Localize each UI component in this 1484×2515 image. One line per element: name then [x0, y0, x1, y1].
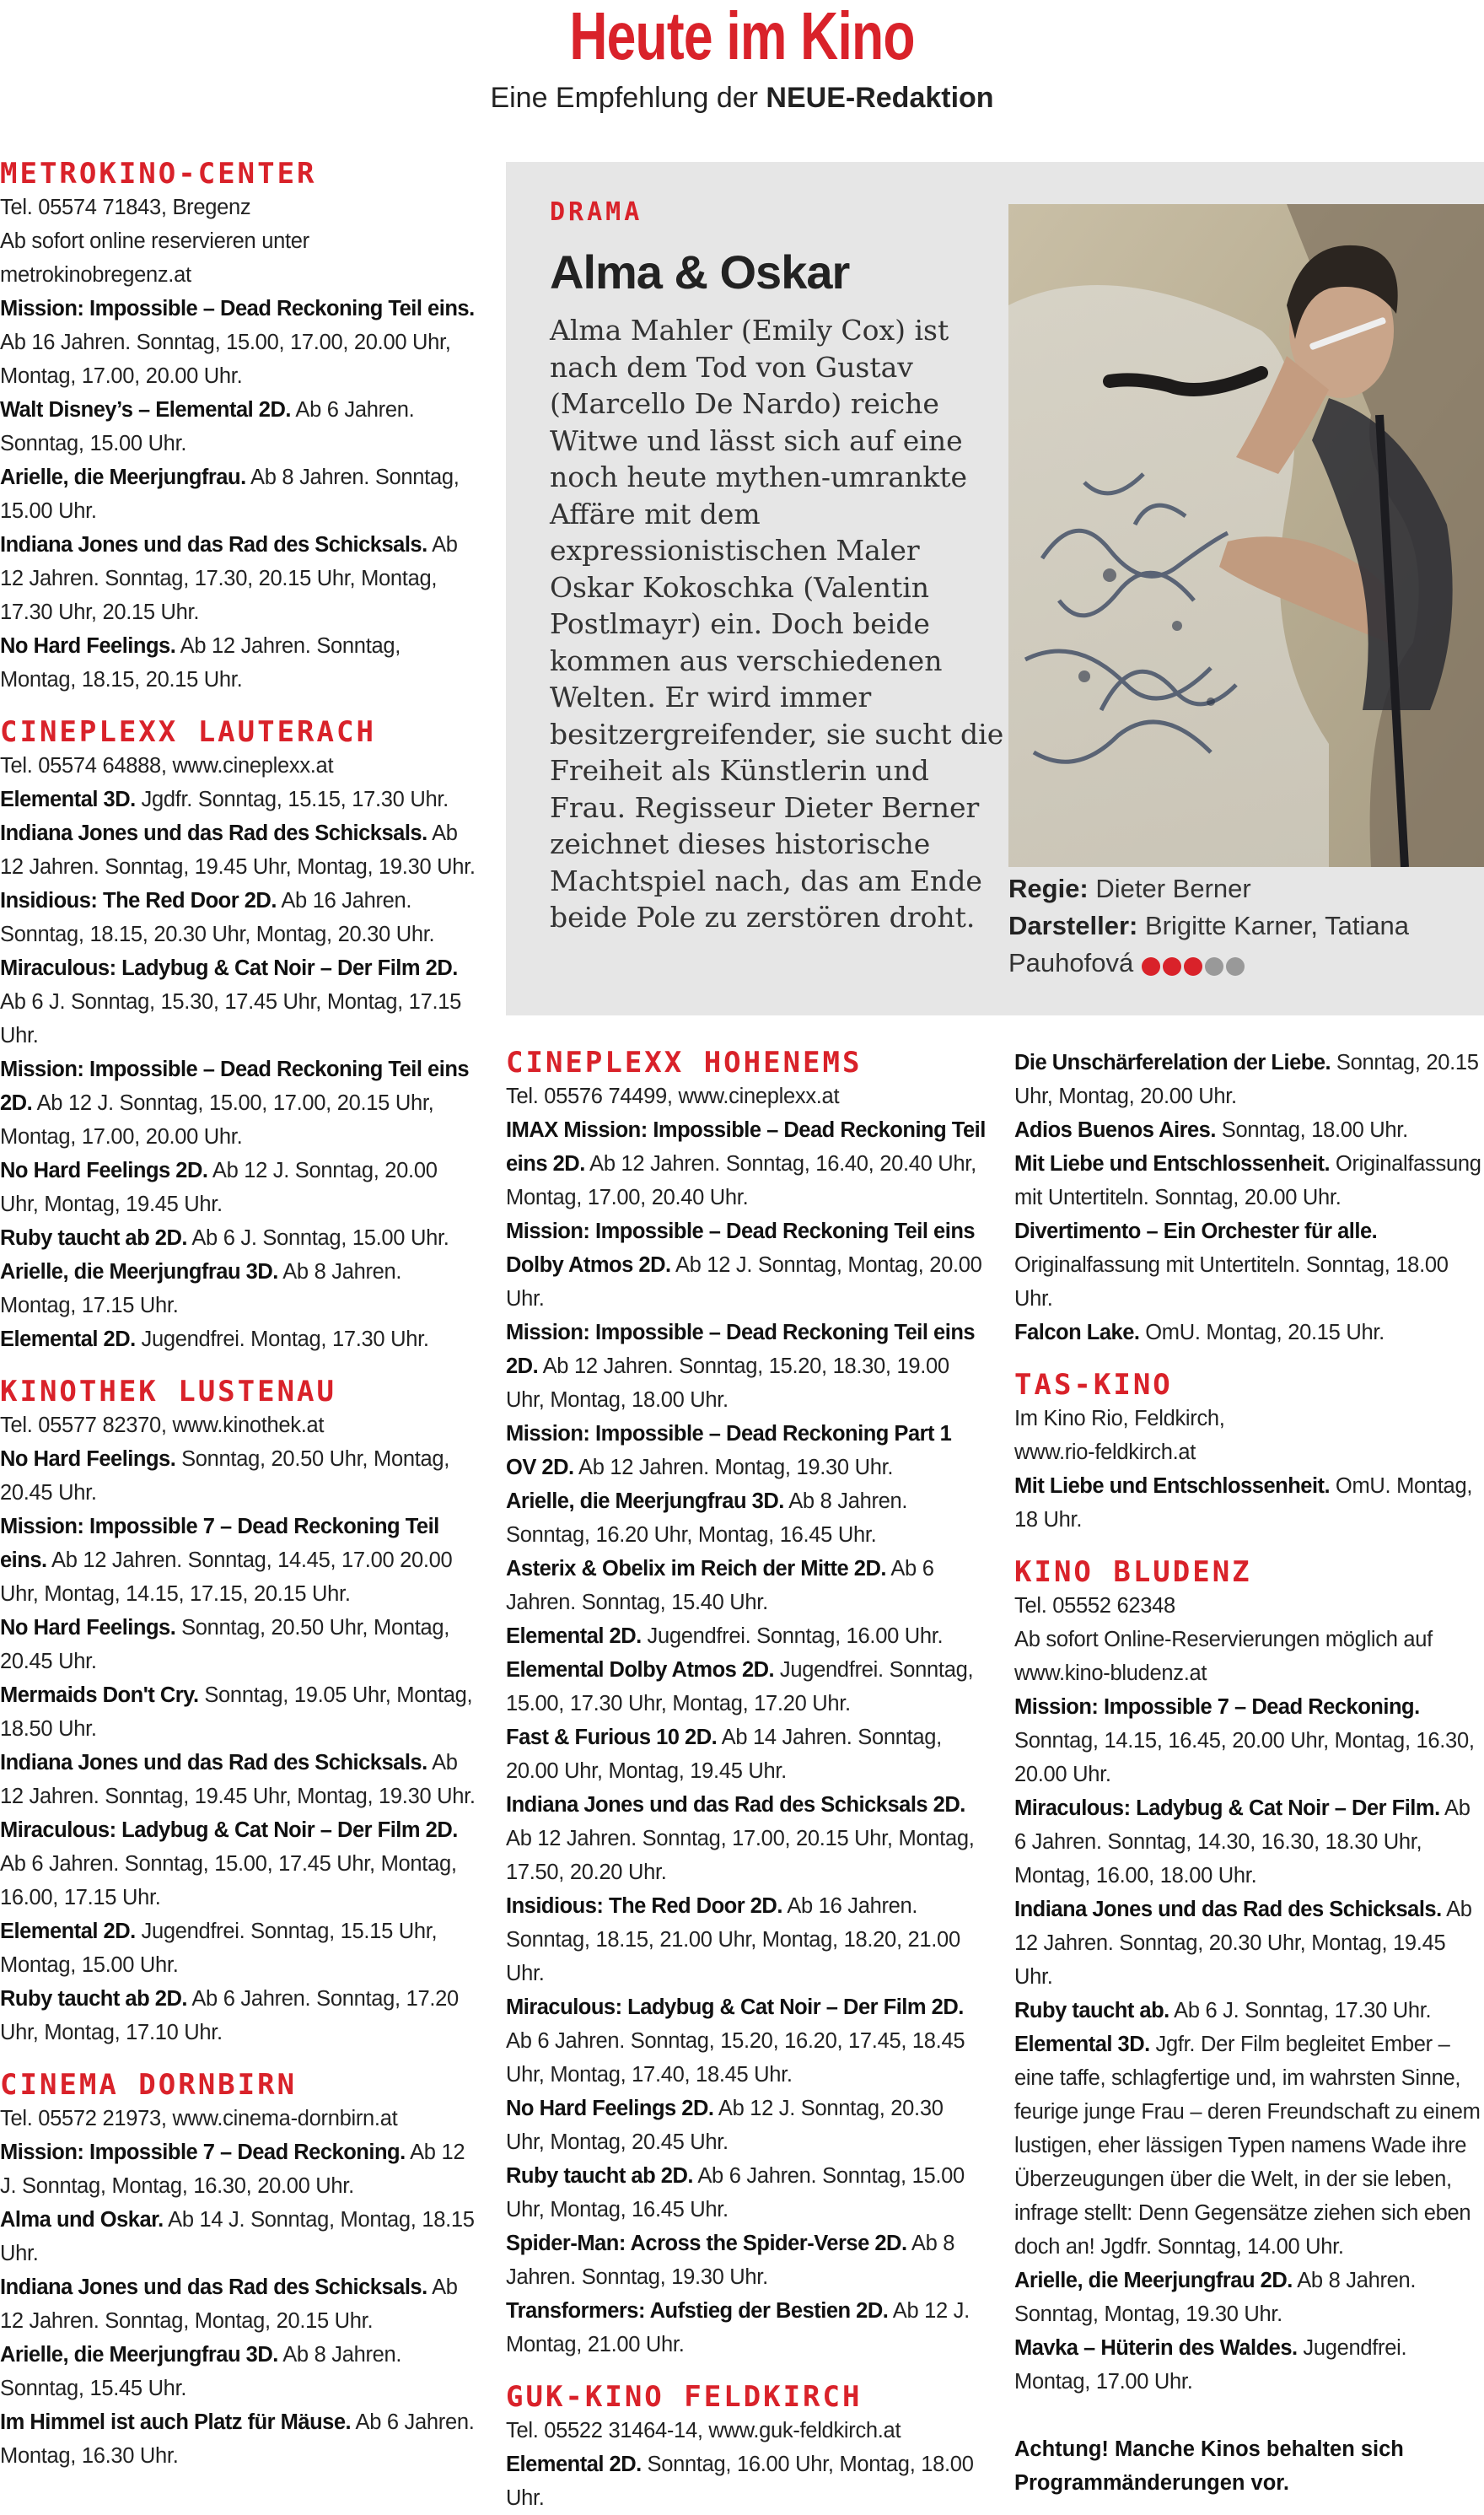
screening-entry: [1014, 1469, 1484, 1537]
screening-entry: [0, 884, 481, 951]
rating-dot-empty: [1226, 957, 1245, 976]
cinema-info: Tel. 05574 71843, Bregenz: [0, 196, 251, 219]
screening-entry: [1014, 1147, 1484, 1214]
screening-details: Ab 8 Jahren. Sonntag, 15.00 Uhr.: [0, 466, 460, 523]
screening-details: Ab 6 Jahren. Sonntag, 17.20 Uhr, Montag, 17.10 Uhr.: [0, 1987, 459, 2044]
feature-title: Alma & Oskar: [550, 245, 850, 299]
movie-title: Arielle, die Meerjungfrau.: [0, 466, 246, 489]
screening-entry: [0, 1053, 481, 1154]
screening-details: Ab 12 J. Sonntag, 20.00 Uhr, Montag, 19.45 Uhr.: [0, 1159, 438, 1216]
screening-details: Ab 16 Jahren. Sonntag, 18.15, 20.30 Uhr, Montag, 20.30 Uhr.: [0, 889, 435, 946]
screening-entry: [0, 2203, 481, 2270]
movie-title: Insidious: The Red Door 2D.: [506, 1894, 782, 1918]
screening-details: Ab 12 J. Sonntag, 15.00, 17.00, 20.15 Uhr, Montag, 17.00, 20.00 Uhr.: [0, 1091, 434, 1149]
screening-entry: [506, 2159, 987, 2227]
screening-details: Originalfassung mit Untertiteln. Sonntag, 18.00 Uhr.: [1014, 1253, 1449, 1311]
screening-entry: [0, 1611, 481, 1678]
screening-details: Ab 6 Jahren. Sonntag, 15.00 Uhr.: [0, 398, 415, 455]
movie-title: No Hard Feelings 2D.: [506, 2097, 714, 2120]
screening-entry: [1014, 2331, 1484, 2399]
screening-entry: [506, 1316, 987, 1417]
movie-title: Mission: Impossible 7 – Dead Reckoning Teil eins.: [0, 1515, 439, 1572]
movie-title: Falcon Lake.: [1014, 1321, 1140, 1344]
movie-title: Arielle, die Meerjungfrau 3D.: [0, 2343, 278, 2367]
screening-entry: [1014, 1994, 1484, 2028]
cinema-heading-cinema-dornbirn: CINEMA DORNBIRN: [0, 2068, 298, 2102]
screening-details: Jugendfrei. Sonntag, 15.15 Uhr, Montag, 15.00 Uhr.: [0, 1920, 438, 1977]
screening-entry: [1014, 1893, 1484, 1994]
page-title: Heute im Kino: [569, 0, 915, 73]
movie-title: Elemental 2D.: [0, 1328, 136, 1351]
movie-title: Elemental Dolby Atmos 2D.: [506, 1658, 775, 1682]
movie-title: Elemental 2D.: [506, 2453, 642, 2476]
screening-details: Ab 8 Jahren. Sonntag, 16.20 Uhr, Montag, 16.45 Uhr.: [506, 1489, 908, 1547]
movie-title: Indiana Jones und das Rad des Schicksals.: [1014, 1898, 1442, 1921]
movie-title: Mit Liebe und Entschlossenheit.: [1014, 1152, 1331, 1176]
movie-title: Asterix & Obelix im Reich der Mitte 2D.: [506, 1557, 886, 1581]
cinema-info: Tel. 05522 31464-14, www.guk-feldkirch.at: [506, 2419, 901, 2442]
screening-details: Ab 12 Jahren. Sonntag, 17.00, 20.15 Uhr, Montag, 17.50, 20.20 Uhr.: [506, 1827, 975, 1884]
movie-title: IMAX Mission: Impossible – Dead Reckoning Teil eins 2D.: [506, 1118, 986, 1176]
cast-label: Darsteller:: [1008, 911, 1138, 940]
cinema-heading-cineplexx-hohenems: CINEPLEXX HOHENEMS: [506, 1046, 863, 1080]
screening-entry: [0, 528, 481, 629]
movie-title: No Hard Feelings 2D.: [0, 1159, 208, 1182]
screening-details: Ab 8 Jahren. Montag, 17.15 Uhr.: [0, 1260, 402, 1317]
movie-title: Indiana Jones und das Rad des Schicksals.: [0, 1751, 427, 1775]
screening-entry: [0, 2135, 481, 2203]
movie-title: Miraculous: Ladybug & Cat Noir – Der Film.: [1014, 1796, 1440, 1820]
screening-details: Ab 12 Jahren. Montag, 19.30 Uhr.: [573, 1456, 894, 1479]
screening-details: Ab 8 Jahren. Sonntag, 15.45 Uhr.: [0, 2343, 402, 2400]
screening-details: Ab 16 Jahren. Sonntag, 18.15, 21.00 Uhr, Montag, 18.20, 21.00 Uhr.: [506, 1894, 960, 1985]
column-middle: [506, 1046, 987, 2515]
director-line: [1008, 870, 1447, 907]
rating-dot-empty: [1205, 957, 1223, 976]
screening-entry: [506, 1721, 987, 1788]
screening-details: Sonntag, 16.00 Uhr, Montag, 18.00 Uhr.: [506, 2453, 974, 2510]
movie-title: Ruby taucht ab 2D.: [0, 1226, 187, 1250]
screening-entry: [0, 1813, 481, 1915]
rating-dots: [1142, 946, 1247, 983]
screening-entry: [0, 951, 481, 1053]
movie-title: Miraculous: Ladybug & Cat Noir – Der Film 2D.: [506, 1995, 964, 2019]
screening-details: Ab 16 Jahren. Sonntag, 15.00, 17.00, 20.00 Uhr, Montag, 17.00, 20.00 Uhr.: [0, 331, 451, 388]
movie-title: Im Himmel ist auch Platz für Mäuse.: [0, 2410, 352, 2434]
rating-dot-filled: [1184, 957, 1202, 976]
screening-entry: [1014, 1113, 1484, 1147]
screening-details: Ab 12 J. Sonntag, 20.30 Uhr, Montag, 20.45 Uhr.: [506, 2097, 944, 2154]
screening-entry: [0, 1982, 481, 2049]
movie-title: No Hard Feelings.: [0, 1616, 176, 1640]
cinema-heading-kino-bludenz: KINO BLUDENZ: [1014, 1555, 1252, 1589]
screening-details: Ab 12 Jahren. Sonntag, 19.45 Uhr, Montag, 19.30 Uhr.: [0, 1751, 476, 1808]
screening-entry: [506, 1484, 987, 1552]
screening-details: Sonntag, 19.05 Uhr, Montag, 18.50 Uhr.: [0, 1683, 473, 1741]
screening-entry: [0, 629, 481, 697]
screening-details: Jugendfrei. Montag, 17.30 Uhr.: [135, 1328, 429, 1351]
screening-details: OmU. Montag, 18 Uhr.: [1014, 1474, 1473, 1532]
screening-entry: [506, 1113, 987, 1214]
movie-title: Miraculous: Ladybug & Cat Noir – Der Film 2D.: [0, 956, 458, 980]
page-subtitle: [0, 79, 1484, 116]
screening-details: Jgfr. Der Film begleitet Ember – eine taffe, schlagfertige und, im wahrsten Sinne, feurige junge Frau – deren Freundschaft zu einem lustigen, eher lässigen Typen namens Wade ihre Überzeugungen über die Welt, in der sie leben, infrage stellt: Denn Gegensätze ziehen sich eben doch an! Jgdfr. Sonntag, 14.00 Uhr.: [1014, 2033, 1481, 2259]
screening-entry: [0, 2338, 481, 2405]
feature-genre: DRAMA: [550, 197, 643, 227]
movie-title: Fast & Furious 10 2D.: [506, 1726, 718, 1749]
movie-title: Elemental 2D.: [0, 1920, 136, 1943]
screening-entry: [0, 816, 481, 884]
screening-entry: [0, 1915, 481, 1982]
cinema-info: Tel. 05572 21973, www.cinema-dornbirn.at: [0, 2107, 398, 2130]
screening-entry: [506, 1214, 987, 1316]
movie-title: Mission: Impossible – Dead Reckoning Teil eins 2D.: [506, 1321, 976, 1378]
screening-entry: [506, 1619, 987, 1653]
movie-title: Walt Disney’s – Elemental 2D.: [0, 398, 291, 422]
screening-entry: [506, 1990, 987, 2092]
screening-details: Ab 8 Jahren. Sonntag, 19.30 Uhr.: [506, 2232, 955, 2289]
subtitle-prefix: Eine Empfehlung der: [490, 82, 766, 114]
screening-details: Ab 12 J. Sonntag, Montag, 16.30, 20.00 Uhr.: [0, 2141, 465, 2198]
rating-dot-filled: [1163, 957, 1181, 976]
movie-title: Mit Liebe und Entschlossenheit.: [1014, 1474, 1331, 1498]
movie-title: Indiana Jones und das Rad des Schicksals 2D.: [506, 1793, 965, 1817]
rating-dot-filled: [1142, 957, 1160, 976]
screening-entry: [1014, 1046, 1484, 1113]
screening-details: Ab 12 Jahren. Sonntag, 15.20, 18.30, 19.00 Uhr, Montag, 18.00 Uhr.: [506, 1354, 949, 1412]
cinema-heading-cineplexx-lauterach: CINEPLEXX LAUTERACH: [0, 715, 376, 749]
movie-title: Spider-Man: Across the Spider-Verse 2D.: [506, 2232, 907, 2255]
program-change-note: Achtung! Manche Kinos behalten sich Programmänderungen vor.: [1014, 2437, 1404, 2495]
screening-details: Ab 12 Jahren. Sonntag, 20.30 Uhr, Montag, 19.45 Uhr.: [1014, 1898, 1472, 1989]
screening-details: OmU. Montag, 20.15 Uhr.: [1139, 1321, 1385, 1344]
feature-box: [506, 162, 1484, 1015]
movie-title: Insidious: The Red Door 2D.: [0, 889, 277, 913]
movie-title: Indiana Jones und das Rad des Schicksals.: [0, 821, 427, 845]
screening-details: Originalfassung mit Untertiteln. Sonntag, 20.00 Uhr.: [1014, 1152, 1481, 1209]
movie-title: Mission: Impossible – Dead Reckoning Teil eins.: [0, 297, 475, 320]
cast-names: Brigitte Karner, Tatiana Pauhofová: [1008, 911, 1410, 977]
screening-details: Ab 14 J. Sonntag, Montag, 18.15 Uhr.: [0, 2208, 475, 2265]
screening-details: Sonntag, 20.50 Uhr, Montag, 20.45 Uhr.: [0, 1447, 450, 1505]
screening-entry: [0, 2405, 481, 2473]
feature-text: Alma Mahler (Emily Cox) ist nach dem Tod von Gustav (Marcello De Nardo) reiche Witwe und lässt sich auf eine noch heute mythen-umrankte Affäre mit dem expressionistischen Maler Oskar Kokoschka (Valentin Postlmayr) ein. Doch beide kommen aus verschiedenen Welten. Er wird immer besitzergreifender, sie sucht die Freiheit als Künstlerin und Frau. Regisseur Dieter Berner zeichnet dieses historische Machtspiel nach, das am Ende beide Pole zu zerstören droht.: [550, 314, 1004, 934]
screening-details: Ab 6 Jahren. Sonntag, 15.00, 17.45 Uhr, Montag, 16.00, 17.15 Uhr.: [0, 1852, 457, 1909]
movie-title: Mission: Impossible 7 – Dead Reckoning.: [1014, 1695, 1420, 1719]
screening-entry: [0, 2270, 481, 2338]
screening-entry: [0, 292, 481, 393]
screening-details: Sonntag, 14.15, 16.45, 20.00 Uhr, Montag, 16.30, 20.00 Uhr.: [1014, 1729, 1475, 1786]
screening-entry: [0, 1255, 481, 1322]
screening-entry: [506, 2448, 987, 2515]
cinema-heading-metrokino-center: METROKINO-CENTER: [0, 157, 317, 191]
column-left: [0, 157, 481, 2473]
screening-entry: [506, 1417, 987, 1484]
screening-details: Ab 8 Jahren. Sonntag, Montag, 19.30 Uhr.: [1014, 2269, 1417, 2326]
screening-details: Ab 12 Jahren. Sonntag, 14.45, 17.00 20.00 Uhr, Montag, 14.15, 17.15, 20.15 Uhr.: [0, 1548, 453, 1606]
movie-title: Die Unschärferelation der Liebe.: [1014, 1051, 1331, 1074]
movie-title: Transformers: Aufstieg der Bestien 2D.: [506, 2299, 889, 2323]
screening-details: Ab 12 J. Montag, 21.00 Uhr.: [506, 2299, 970, 2356]
screening-entry: [0, 1221, 481, 1255]
cast-line: [1008, 907, 1447, 983]
movie-title: Mavka – Hüterin des Waldes.: [1014, 2336, 1298, 2360]
screening-details: Jugendfrei. Montag, 17.00 Uhr.: [1014, 2336, 1407, 2394]
screening-details: Ab 12 J. Sonntag, Montag, 20.00 Uhr.: [506, 1253, 982, 1311]
movie-title: Mission: Impossible 7 – Dead Reckoning.: [0, 2141, 406, 2164]
screening-entry: [0, 1510, 481, 1611]
screening-details: Ab 6 J. Sonntag, 15.00 Uhr.: [186, 1226, 449, 1250]
screening-entry: [0, 1154, 481, 1221]
movie-title: Ruby taucht ab 2D.: [0, 1987, 187, 2011]
screening-details: Ab 6 Jahren. Sonntag, 14.30, 16.30, 18.30 Uhr, Montag, 16.00, 18.00 Uhr.: [1014, 1796, 1471, 1888]
movie-title: No Hard Feelings.: [0, 634, 176, 658]
movie-title: Miraculous: Ladybug & Cat Noir – Der Film 2D.: [0, 1818, 458, 1842]
screening-entry: [506, 1552, 987, 1619]
screening-details: Ab 6 J. Sonntag, 15.30, 17.45 Uhr, Montag, 17.15 Uhr.: [0, 990, 461, 1047]
screening-details: Ab 6 Jahren. Montag, 16.30 Uhr.: [0, 2410, 475, 2468]
screening-entry: [0, 460, 481, 528]
subtitle-brand: NEUE-Redaktion: [766, 82, 994, 114]
screening-entry: [0, 1746, 481, 1813]
movie-title: Elemental 2D.: [506, 1624, 642, 1648]
screening-details: Ab 6 Jahren. Sonntag, 15.40 Uhr.: [506, 1557, 934, 1614]
director-label: Regie:: [1008, 874, 1089, 903]
movie-title: Divertimento – Ein Orchester für alle.: [1014, 1220, 1378, 1243]
screening-details: Jugendfrei. Sonntag, 16.00 Uhr.: [641, 1624, 944, 1648]
movie-title: Alma und Oskar.: [0, 2208, 164, 2232]
cinema-heading-tas-kino: TAS-KINO: [1014, 1368, 1173, 1402]
movie-title: Elemental 3D.: [0, 788, 136, 811]
screening-entry: [1014, 2264, 1484, 2331]
screening-entry: [506, 1653, 987, 1721]
movie-title: Indiana Jones und das Rad des Schicksals.: [0, 2275, 427, 2299]
movie-title: Mermaids Don't Cry.: [0, 1683, 199, 1707]
screening-entry: [506, 2092, 987, 2159]
screening-entry: [506, 1788, 987, 1889]
screening-details: Ab 6 Jahren. Sonntag, 15.20, 16.20, 17.45, 18.45 Uhr, Montag, 17.40, 18.45 Uhr.: [506, 2029, 965, 2087]
column-right: [1014, 1046, 1484, 2500]
movie-title: No Hard Feelings.: [0, 1447, 176, 1471]
screening-entry: [0, 1442, 481, 1510]
cinema-heading-guk-kino-feldkirch: GUK-KINO FELDKIRCH: [506, 2380, 863, 2414]
screening-entry: [506, 1889, 987, 1990]
cinema-info: Tel. 05576 74499, www.cineplexx.at: [506, 1085, 840, 1108]
screening-entry: [0, 1322, 481, 1356]
screening-details: Sonntag, 20.15 Uhr, Montag, 20.00 Uhr.: [1014, 1051, 1479, 1108]
cinema-info: Tel. 05552 62348: [1014, 1594, 1175, 1618]
screening-entry: [0, 1678, 481, 1746]
movie-title: Mission: Impossible – Dead Reckoning Teil eins 2D.: [0, 1058, 470, 1115]
movie-title: Arielle, die Meerjungfrau 2D.: [1014, 2269, 1293, 2292]
screening-details: Ab 6 J. Sonntag, 17.30 Uhr.: [1169, 1999, 1432, 2022]
movie-title: Ruby taucht ab.: [1014, 1999, 1169, 2022]
screening-details: Ab 12 Jahren. Sonntag, Montag, 18.15, 20.15 Uhr.: [0, 634, 401, 692]
screening-details: Jugendfrei. Sonntag, 15.00, 17.30 Uhr, Montag, 17.20 Uhr.: [506, 1658, 974, 1715]
screening-entry: [1014, 1690, 1484, 1791]
cinema-info: Im Kino Rio, Feldkirch,: [1014, 1407, 1225, 1430]
movie-title: Adios Buenos Aires.: [1014, 1118, 1216, 1142]
movie-title: Arielle, die Meerjungfrau 3D.: [506, 1489, 784, 1513]
screening-entry: [1014, 1316, 1484, 1349]
cinema-info: Ab sofort Online-Reservierungen möglich auf www.kino-bludenz.at: [1014, 1628, 1433, 1685]
cinema-info: Tel. 05574 64888, www.cineplexx.at: [0, 754, 334, 778]
movie-title: Elemental 3D.: [1014, 2033, 1150, 2056]
cinema-info: www.rio-feldkirch.at: [1014, 1441, 1196, 1464]
movie-title: Arielle, die Meerjungfrau 3D.: [0, 1260, 278, 1284]
screening-entry: [506, 2227, 987, 2294]
screening-details: Ab 6 Jahren. Sonntag, 15.00 Uhr, Montag, 16.45 Uhr.: [506, 2164, 965, 2221]
movie-title: Mission: Impossible – Dead Reckoning Part 1 OV 2D.: [506, 1422, 952, 1479]
screening-details: Jgdfr. Sonntag, 15.15, 17.30 Uhr.: [135, 788, 449, 811]
screening-details: Ab 12 Jahren. Sonntag, 17.30, 20.15 Uhr, Montag, 17.30 Uhr, 20.15 Uhr.: [0, 533, 458, 624]
cinema-info: Tel. 05577 82370, www.kinothek.at: [0, 1414, 325, 1437]
screening-entry: [506, 2294, 987, 2362]
screening-entry: [0, 783, 481, 816]
cinema-info: Ab sofort online reservieren unter metrokinobregenz.at: [0, 229, 309, 287]
movie-title: Mission: Impossible – Dead Reckoning Teil eins Dolby Atmos 2D.: [506, 1220, 976, 1277]
feature-credits: [1008, 870, 1447, 983]
movie-still-illustration: [1008, 204, 1484, 867]
movie-title: Ruby taucht ab 2D.: [506, 2164, 693, 2188]
screening-details: Ab 12 Jahren. Sonntag, Montag, 20.15 Uhr.: [0, 2275, 458, 2333]
screening-details: Sonntag, 20.50 Uhr, Montag, 20.45 Uhr.: [0, 1616, 450, 1673]
screening-details: Ab 14 Jahren. Sonntag, 20.00 Uhr, Montag, 19.45 Uhr.: [506, 1726, 942, 1783]
screening-entry: [0, 393, 481, 460]
cinema-heading-kinothek-lustenau: KINOTHEK LUSTENAU: [0, 1375, 336, 1408]
screening-entry: [1014, 1214, 1484, 1316]
screening-details: Sonntag, 18.00 Uhr.: [1215, 1118, 1408, 1142]
screening-details: Ab 12 Jahren. Sonntag, 16.40, 20.40 Uhr, Montag, 17.00, 20.40 Uhr.: [506, 1152, 976, 1209]
movie-title: Indiana Jones und das Rad des Schicksals.: [0, 533, 427, 557]
screening-entry: [1014, 1791, 1484, 1893]
screening-details: Ab 12 Jahren. Sonntag, 19.45 Uhr, Montag, 19.30 Uhr.: [0, 821, 476, 879]
director-name: Dieter Berner: [1095, 874, 1251, 903]
screening-entry: [1014, 2028, 1484, 2264]
movie-still-photo: [1008, 204, 1484, 867]
